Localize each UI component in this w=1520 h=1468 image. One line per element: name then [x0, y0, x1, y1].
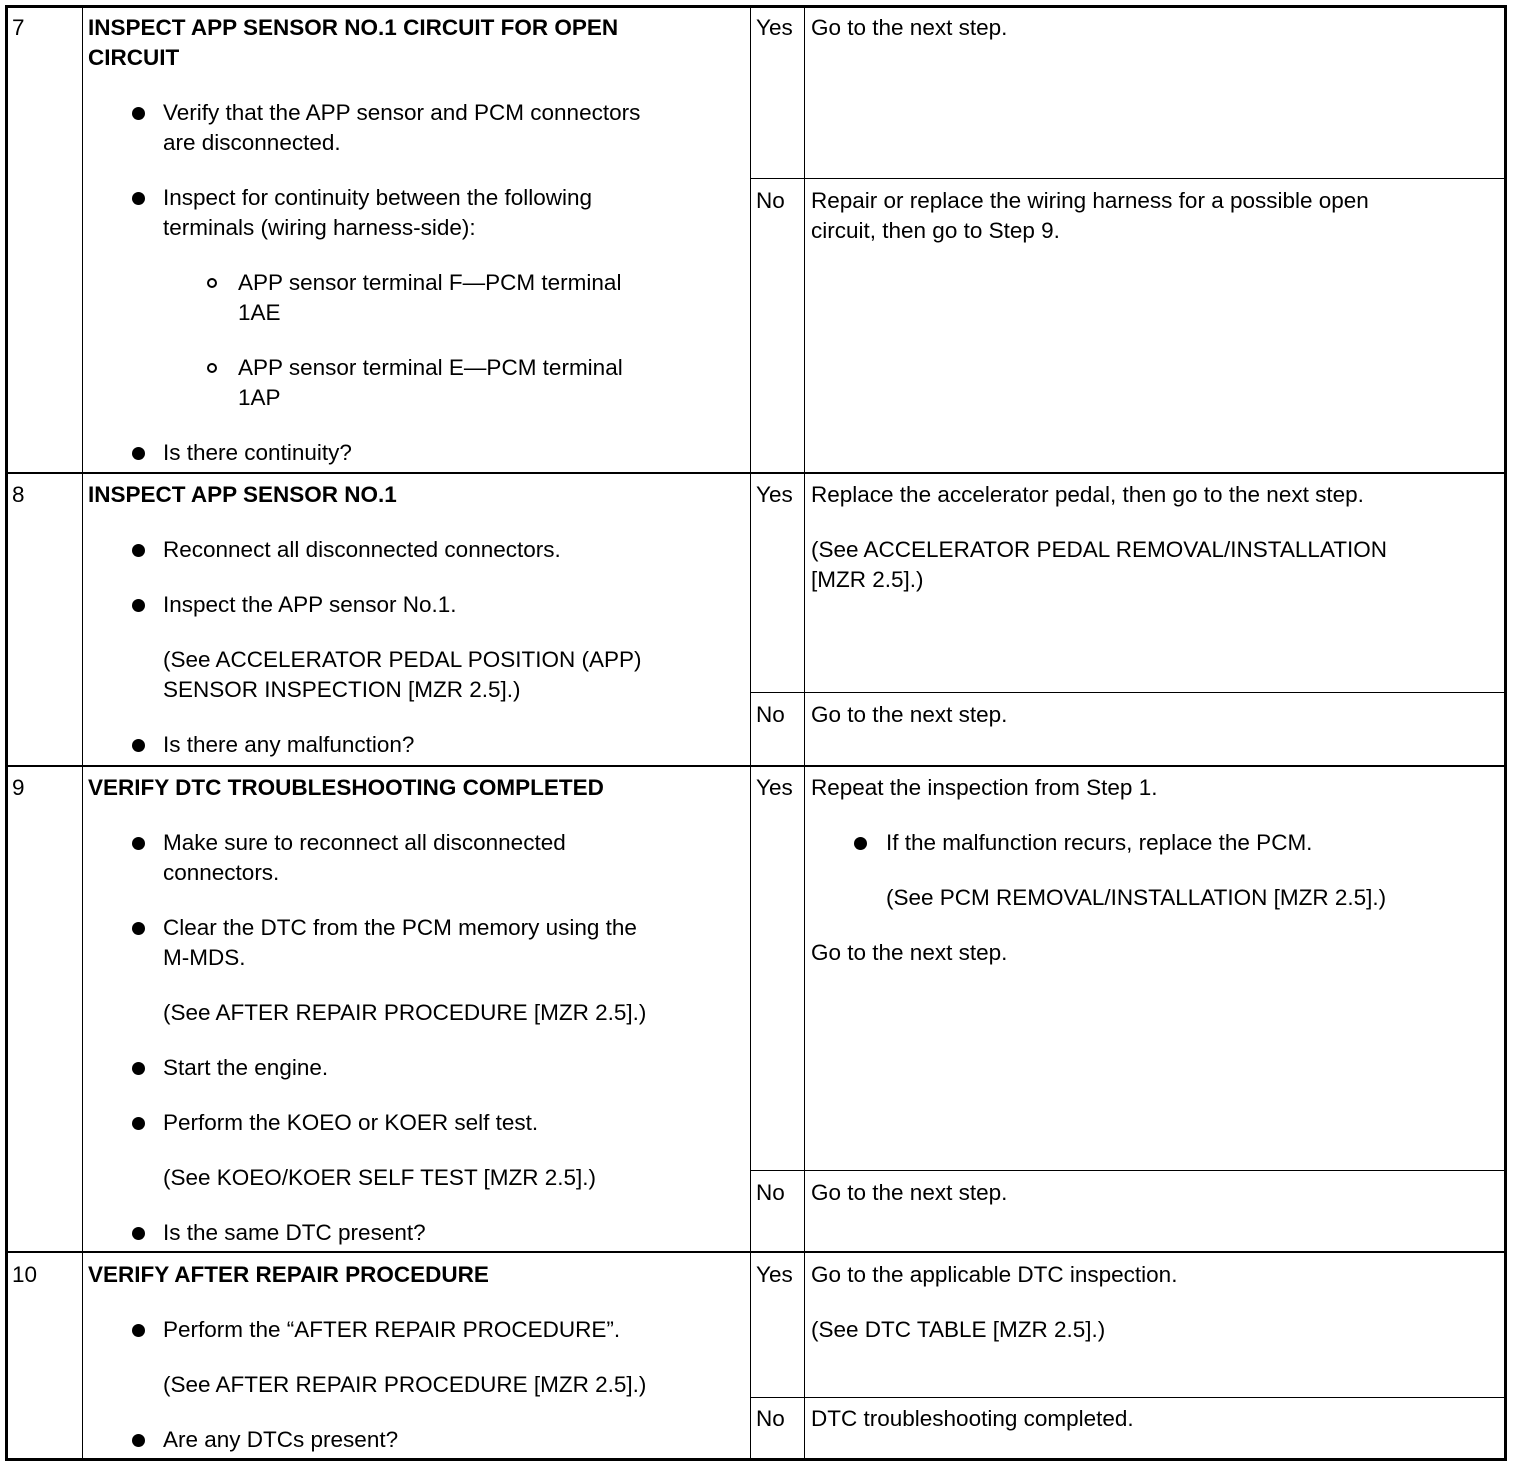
column-divider	[804, 7, 805, 1459]
bullet-icon	[132, 1434, 145, 1447]
step-subitem: 1AE	[238, 300, 281, 325]
step-title: INSPECT APP SENSOR NO.1	[88, 482, 397, 507]
step-item: connectors.	[163, 860, 280, 885]
yes-action: Go to the next step.	[811, 15, 1008, 40]
yes-action: Replace the accelerator pedal, then go to the next step.	[811, 482, 1364, 507]
reference-note: (See AFTER REPAIR PROCEDURE [MZR 2.5].)	[163, 1000, 647, 1025]
yes-no-divider	[750, 178, 1505, 179]
bullet-icon	[132, 1324, 145, 1337]
step-item: are disconnected.	[163, 130, 341, 155]
step-subitem: APP sensor terminal E—PCM terminal	[238, 355, 623, 380]
no-action: Repair or replace the wiring harness for a possible open	[811, 188, 1369, 213]
bullet-icon	[132, 837, 145, 850]
yes-no-divider	[750, 1170, 1505, 1171]
no-label: No	[756, 188, 785, 213]
no-action: DTC troubleshooting completed.	[811, 1406, 1134, 1431]
yes-label: Yes	[756, 775, 793, 800]
bullet-icon	[132, 1062, 145, 1075]
yes-reference-note: (See ACCELERATOR PEDAL REMOVAL/INSTALLATION	[811, 537, 1388, 562]
step-item: Inspect the APP sensor No.1.	[163, 592, 457, 617]
no-action: circuit, then go to Step 9.	[811, 218, 1060, 243]
yes-reference-note: (See PCM REMOVAL/INSTALLATION [MZR 2.5].)	[886, 885, 1387, 910]
bullet-icon	[132, 1227, 145, 1240]
step-title: CIRCUIT	[88, 45, 180, 70]
yes-label: Yes	[756, 15, 793, 40]
bullet-icon	[132, 739, 145, 752]
step-number: 8	[12, 482, 25, 507]
yes-bullet-item: If the malfunction recurs, replace the PCM.	[886, 830, 1313, 855]
bullet-icon	[132, 922, 145, 935]
yes-reference-note: [MZR 2.5].)	[811, 567, 924, 592]
step-number: 7	[12, 15, 25, 40]
row-divider	[7, 1251, 1505, 1253]
step-number: 10	[12, 1262, 38, 1287]
bullet-icon	[132, 107, 145, 120]
no-action: Go to the next step.	[811, 702, 1008, 727]
bullet-icon	[132, 192, 145, 205]
yes-label: Yes	[756, 1262, 793, 1287]
sub-bullet-icon	[207, 278, 217, 288]
step-item: Make sure to reconnect all disconnected	[163, 830, 566, 855]
step-item: Are any DTCs present?	[163, 1427, 399, 1452]
step-item: Perform the KOEO or KOER self test.	[163, 1110, 539, 1135]
step-title: VERIFY DTC TROUBLESHOOTING COMPLETED	[88, 775, 604, 800]
step-item: M-MDS.	[163, 945, 246, 970]
step-item: Is there any malfunction?	[163, 732, 415, 757]
no-label: No	[756, 702, 785, 727]
yes-action: Repeat the inspection from Step 1.	[811, 775, 1158, 800]
step-item: Verify that the APP sensor and PCM connectors	[163, 100, 641, 125]
yes-action: Go to the next step.	[811, 940, 1008, 965]
column-divider	[750, 7, 751, 1459]
reference-note: (See KOEO/KOER SELF TEST [MZR 2.5].)	[163, 1165, 597, 1190]
step-item: terminals (wiring harness-side):	[163, 215, 476, 240]
step-item: Start the engine.	[163, 1055, 329, 1080]
bullet-icon	[854, 837, 867, 850]
step-item: Is the same DTC present?	[163, 1220, 426, 1245]
yes-label: Yes	[756, 482, 793, 507]
step-item: Clear the DTC from the PCM memory using the	[163, 915, 637, 940]
sub-bullet-icon	[207, 363, 217, 373]
step-item: Perform the “AFTER REPAIR PROCEDURE”.	[163, 1317, 621, 1342]
row-divider	[7, 765, 1505, 767]
no-label: No	[756, 1406, 785, 1431]
bullet-icon	[132, 544, 145, 557]
step-item: Inspect for continuity between the following	[163, 185, 593, 210]
step-subitem: 1AP	[238, 385, 281, 410]
bullet-icon	[132, 447, 145, 460]
step-number: 9	[12, 775, 25, 800]
reference-note: (See ACCELERATOR PEDAL POSITION (APP)	[163, 647, 642, 672]
step-title: VERIFY AFTER REPAIR PROCEDURE	[88, 1262, 489, 1287]
yes-reference-note: (See DTC TABLE [MZR 2.5].)	[811, 1317, 1106, 1342]
reference-note: SENSOR INSPECTION [MZR 2.5].)	[163, 677, 521, 702]
bullet-icon	[132, 1117, 145, 1130]
no-action: Go to the next step.	[811, 1180, 1008, 1205]
yes-no-divider	[750, 1397, 1505, 1398]
reference-note: (See AFTER REPAIR PROCEDURE [MZR 2.5].)	[163, 1372, 647, 1397]
column-divider	[82, 7, 83, 1459]
step-title: INSPECT APP SENSOR NO.1 CIRCUIT FOR OPEN	[88, 15, 619, 40]
yes-no-divider	[750, 692, 1505, 693]
step-item: Reconnect all disconnected connectors.	[163, 537, 561, 562]
bullet-icon	[132, 599, 145, 612]
yes-action: Go to the applicable DTC inspection.	[811, 1262, 1178, 1287]
step-subitem: APP sensor terminal F—PCM terminal	[238, 270, 622, 295]
no-label: No	[756, 1180, 785, 1205]
row-divider	[7, 472, 1505, 474]
step-item: Is there continuity?	[163, 440, 352, 465]
